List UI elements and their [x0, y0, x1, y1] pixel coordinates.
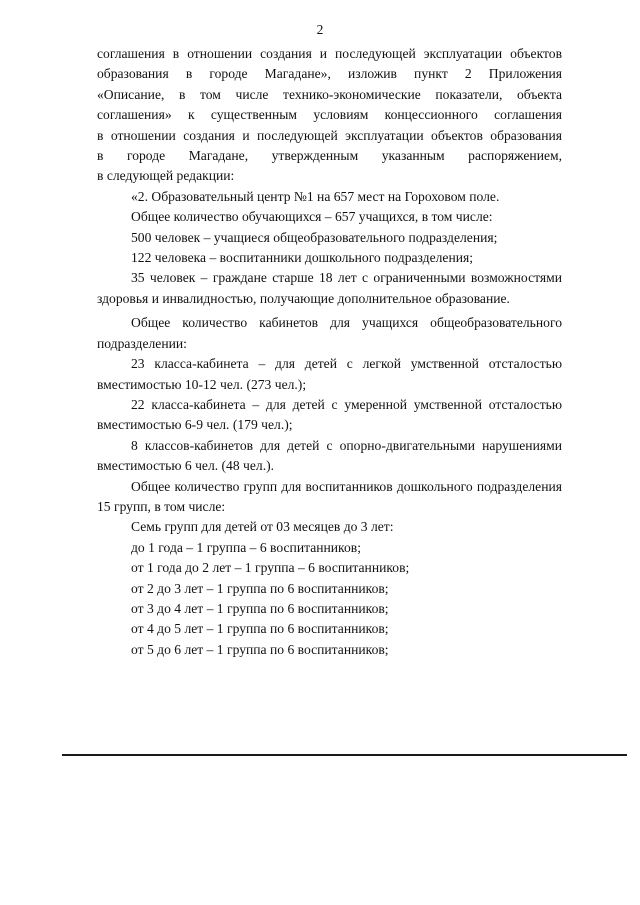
- cabinets-motor: 8 классов-кабинетов для детей с опорно-двигательными нарушениями вместимостью 6 чел. (48 чел.).: [97, 437, 562, 474]
- intro-line: соглашения в отношении создания и последующей эксплуатации объектов: [97, 46, 562, 61]
- intro-line: в следующей редакции:: [97, 168, 235, 184]
- cabinets-mild: 23 класса-кабинета – для детей с легкой умственной отсталостью вместимостью 10-12 чел. (273 чел.);: [97, 356, 562, 392]
- intro-line: соглашения» к существенным условиям концессионного соглашения: [97, 107, 562, 123]
- document-body: [97, 44, 562, 660]
- groups-seven: Семь групп для детей от 03 месяцев до 3 лет:: [131, 519, 394, 535]
- students-total: Общее количество обучающихся – 657 учащихся, в том числе:: [131, 209, 493, 225]
- group-line: от 2 до 3 лет – 1 группа по 6 воспитанников;: [131, 580, 389, 596]
- students-general: 500 человек – учащиеся общеобразовательного подразделения;: [131, 229, 498, 245]
- group-line: от 1 года до 2 лет – 1 группа – 6 воспитанников;: [131, 560, 410, 576]
- cabinets-total: Общее количество кабинетов для учащихся общеобразовательного подразделении:: [97, 315, 562, 351]
- group-line: от 3 до 4 лет – 1 группа по 6 воспитанников;: [131, 600, 389, 616]
- students-adults: 35 человек – граждане старше 18 лет с ограниченными возможностями здоровья и инвалидностью, получающие дополнительное образование.: [97, 270, 562, 306]
- page-number: 2: [316, 22, 324, 37]
- intro-line: «Описание, в том числе технико-экономические показатели, объекта: [97, 86, 562, 102]
- intro-line: в городе Магадане, утвержденным указанным распоряжением,: [97, 148, 562, 164]
- cabinets-moderate: 22 класса-кабинета – для детей с умеренной умственной отсталостью вместимостью 6-9 чел. (179 чел.);: [97, 396, 562, 433]
- students-preschool: 122 человека – воспитанники дошкольного подразделения;: [131, 250, 474, 266]
- footer-rule: [62, 754, 627, 756]
- item-title: «2. Образовательный центр №1 на 657 мест на Гороховом поле.: [131, 188, 500, 204]
- intro-line: в отношении создания и последующей эксплуатации объектов образования: [97, 127, 562, 143]
- group-line: от 5 до 6 лет – 1 группа по 6 воспитанников;: [131, 641, 389, 657]
- groups-total: Общее количество групп для воспитанников дошкольного подразделения 15 групп, в том числе:: [97, 478, 562, 514]
- group-line: от 4 до 5 лет – 1 группа по 6 воспитанников;: [131, 621, 389, 637]
- group-line: до 1 года – 1 группа – 6 воспитанников;: [131, 539, 361, 555]
- intro-line: образования в городе Магадане», изложив пункт 2 Приложения: [97, 66, 562, 82]
